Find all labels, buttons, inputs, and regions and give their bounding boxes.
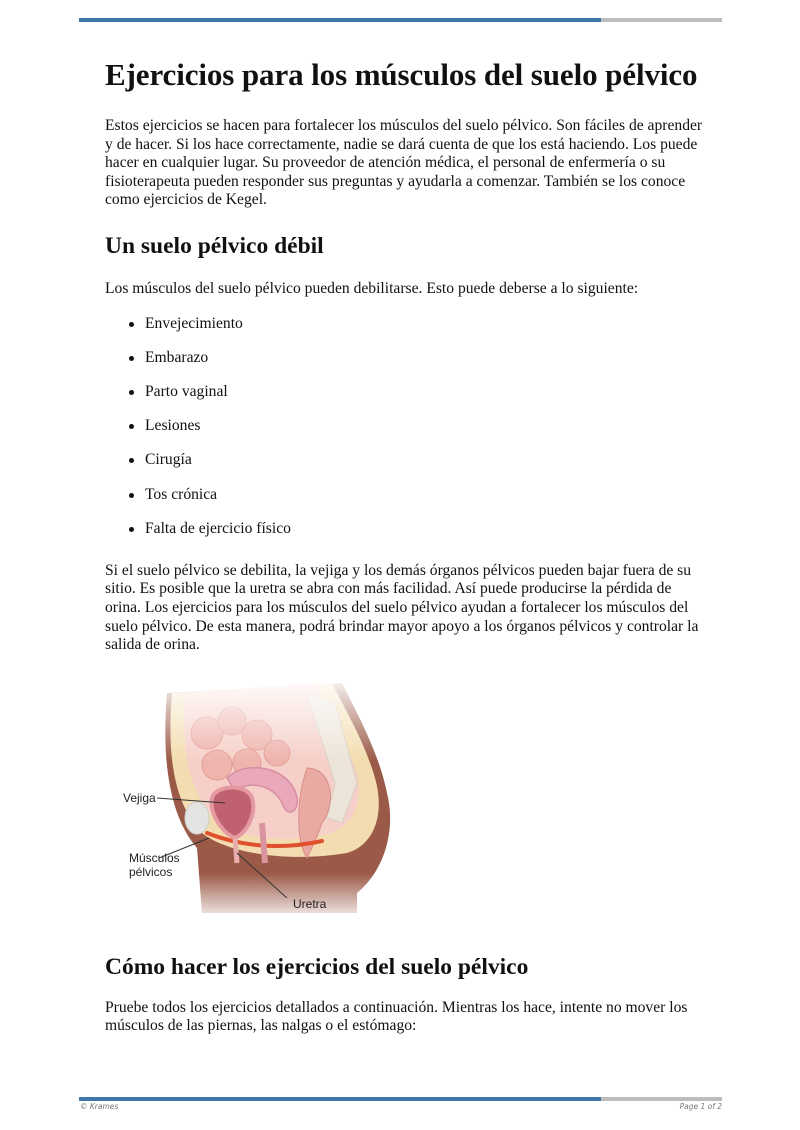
label-muscles-line2: pélvicos — [129, 864, 173, 879]
intro-paragraph: Estos ejercicios se hacen para fortalecer los músculos del suelo pélvico. Son fáciles de aprender y de hacer. Si los hace correctamente, nadie se dará cuenta de que los está haciendo. Los puede hacer en cualquier lugar. Su proveedor de atención médica, el personal de enfermería o su fisioterapeuta pueden responder sus preguntas y ayudarla a comenzar. También se los conoce como ejercicios de Kegel. — [105, 117, 703, 209]
bullet-icon — [129, 527, 134, 532]
section2-lead: Pruebe todos los ejercicios detallados a continuación. Mientras los hace, intente no mover los músculos de las piernas, las nalgas o el estómago: — [105, 998, 688, 1035]
list-item — [105, 349, 705, 383]
bullet-icon — [129, 493, 134, 498]
list-item-text: Embarazo — [145, 348, 209, 366]
list-item-text: Cirugía — [145, 451, 192, 469]
bullet-icon — [129, 424, 134, 429]
bullet-icon — [129, 356, 134, 361]
top-divider-track — [601, 18, 722, 22]
list-item — [105, 417, 705, 451]
section-heading-how-to: Cómo hacer los ejercicios del suelo pélvico — [105, 953, 529, 980]
list-item-text: Lesiones — [145, 417, 201, 435]
document-body — [105, 56, 705, 1036]
bullet-icon — [129, 322, 134, 327]
pelvic-anatomy-illustration — [107, 673, 397, 923]
top-divider-accent — [79, 18, 601, 22]
footer-copyright: © Krames — [80, 1102, 119, 1111]
label-bladder: Vejiga — [123, 790, 156, 805]
section-heading-weak-pelvic-floor: Un suelo pélvico débil — [105, 232, 324, 259]
bottom-divider-bar — [79, 1097, 722, 1101]
weak-floor-explanation: Si el suelo pélvico se debilita, la vejiga y los demás órganos pélvicos pueden bajar fuera de su sitio. Es posible que la uretra se abra con más facilidad. Así puede producirse la pérdida de orina. Los ejercicios para los músculos del suelo pélvico ayudan a fortalecer los músculos del suelo pélvico. De esta manera, podrá brindar mayor apoyo a los órganos pélvicos y controlar la salida de orina. — [105, 561, 699, 654]
page-title: Ejercicios para los músculos del suelo pélvico — [105, 57, 698, 92]
section1-lead: Los músculos del suelo pélvico pueden debilitarse. Esto puede deberse a lo siguiente: — [105, 279, 639, 297]
label-muscles-line1: Músculos — [129, 850, 180, 865]
list-item-text: Parto vaginal — [145, 382, 228, 400]
list-item-text: Envejecimiento — [145, 314, 243, 332]
bullet-icon — [129, 390, 134, 395]
list-item — [105, 451, 705, 485]
list-item — [105, 520, 705, 554]
list-item — [105, 486, 705, 520]
list-item — [105, 315, 705, 349]
top-divider-bar — [79, 18, 722, 22]
list-item-text: Falta de ejercicio físico — [145, 519, 291, 537]
causes-list — [105, 315, 705, 554]
footer-page-number: Page 1 of 2 — [679, 1102, 722, 1111]
bullet-icon — [129, 458, 134, 463]
list-item-text: Tos crónica — [145, 485, 218, 503]
bottom-divider-track — [601, 1097, 722, 1101]
list-item — [105, 383, 705, 417]
bottom-divider-accent — [79, 1097, 601, 1101]
label-urethra: Uretra — [293, 896, 327, 911]
